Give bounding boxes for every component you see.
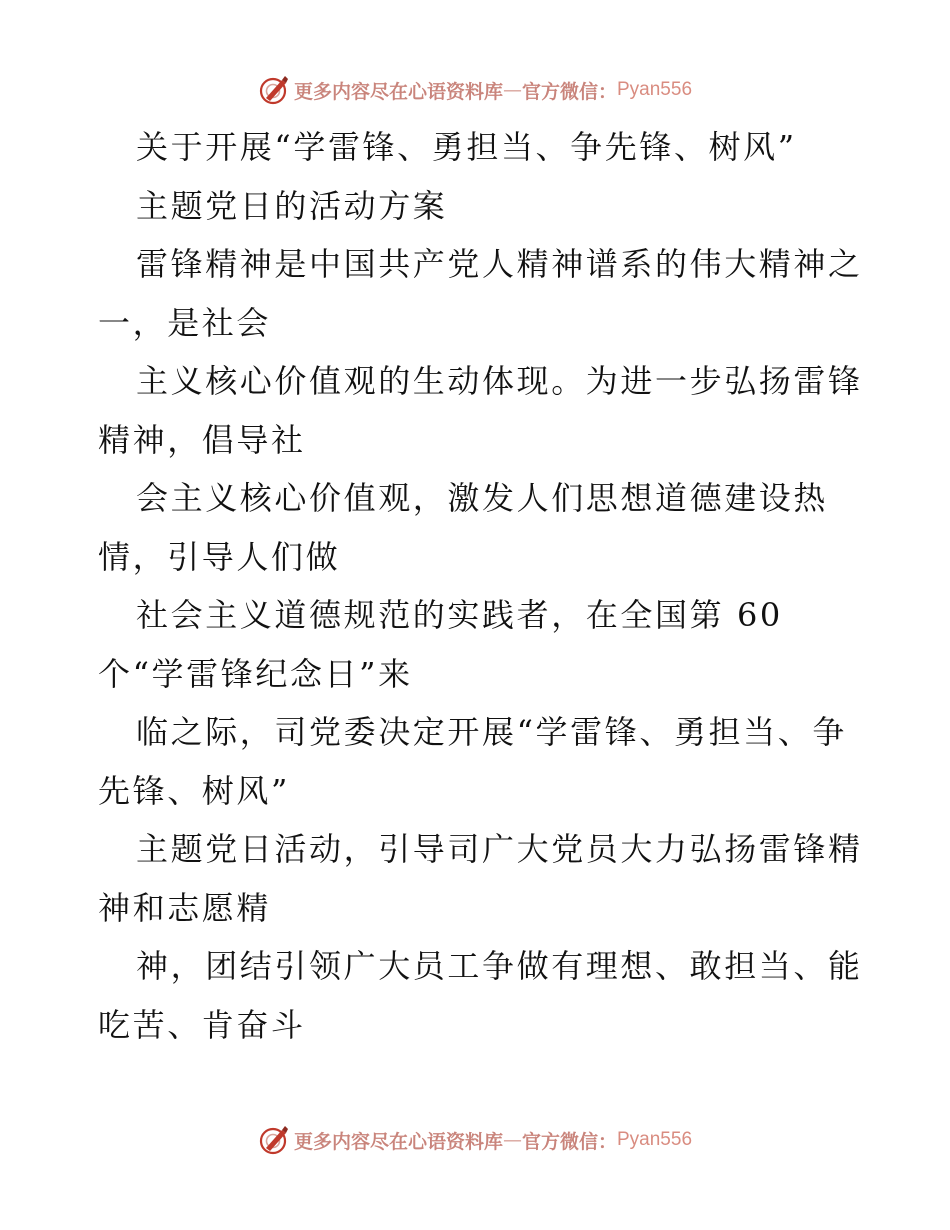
watermark-wechat-label: 官方微信： — [521, 80, 617, 103]
doc-line-6: 精神，倡导社 — [98, 420, 306, 459]
watermark-separator: — — [502, 1129, 522, 1151]
doc-line-8: 情，引导人们做 — [98, 537, 341, 576]
watermark-brand: 更多内容尽在心语资料库 — [293, 1130, 503, 1153]
doc-line-2: 主题党日的活动方案 — [136, 186, 448, 225]
doc-line-9: 社会主义道德规范的实践者，在全国第 60 — [136, 596, 783, 634]
watermark-wechat-id: Pyan556 — [617, 79, 693, 100]
doc-line-5: 主义核心价值观的生动体现。为进一步弘扬雷锋 — [136, 362, 863, 400]
header-watermark — [0, 70, 950, 110]
doc-line-15: 神，团结引领广大员工争做有理想、敢担当、能 — [136, 947, 863, 985]
doc-line-11: 临之际，司党委决定开展“学雷锋、勇担当、争 — [136, 713, 847, 751]
footer-watermark — [0, 1120, 950, 1160]
doc-line-1: 关于开展“学雷锋、勇担当、争先锋、树风” — [136, 128, 797, 166]
doc-line-12: 先锋、树风” — [98, 771, 290, 810]
watermark-separator: — — [502, 79, 522, 101]
doc-line-4: 一，是社会 — [98, 303, 272, 342]
document-body — [98, 118, 863, 1054]
doc-line-16: 吃苦、肯奋斗 — [98, 1005, 306, 1044]
doc-line-7: 会主义核心价值观，激发人们思想道德建设热 — [136, 479, 829, 517]
watermark-wechat-id: Pyan556 — [617, 1129, 693, 1150]
doc-line-13: 主题党日活动，引导司广大党员大力弘扬雷锋精 — [136, 830, 863, 868]
watermark-wechat-label: 官方微信： — [521, 1130, 617, 1153]
watermark-brand: 更多内容尽在心语资料库 — [293, 80, 503, 103]
pen-logo-icon — [258, 74, 290, 106]
pen-logo-icon — [258, 1124, 290, 1156]
doc-line-10: 个“学雷锋纪念日”来 — [98, 654, 413, 693]
doc-line-3: 雷锋精神是中国共产党人精神谱系的伟大精神之 — [136, 245, 863, 283]
doc-line-14: 神和志愿精 — [98, 888, 272, 927]
